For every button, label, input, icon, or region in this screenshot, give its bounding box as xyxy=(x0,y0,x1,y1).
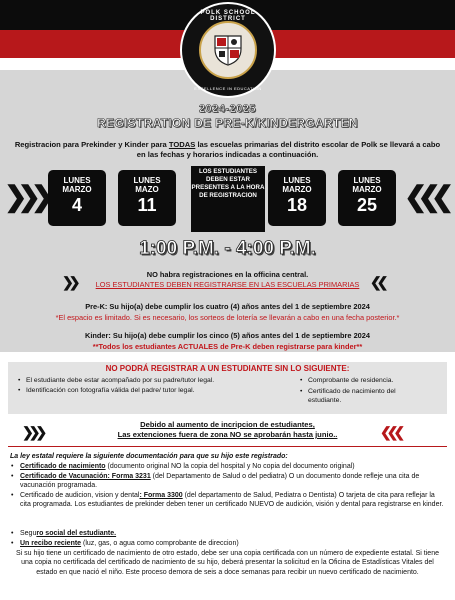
date-card xyxy=(268,170,326,226)
date-card xyxy=(338,170,396,226)
presence-notice: LOS ESTUDIANTES DEBEN ESTAR PRESENTES A LA HORA DE REGISTRACION xyxy=(191,166,265,232)
date-month: MARZO xyxy=(62,185,92,194)
extension-line-2: Las extenciones fuera de zona NO se aprobarán hasta junio.. xyxy=(117,430,338,439)
no-central-office: NO habra registraciones en la officina central. xyxy=(146,270,309,279)
law-title: La ley estatal requiere la siguiente documentación para que su hijo este registrado: xyxy=(10,453,288,460)
requirements-title: NO PODRÁ REGISTRAR A UN ESTUDIANTE SIN LO SIGUIENTE: xyxy=(105,364,350,373)
chevrons-right-icon: ❯❯❯ xyxy=(4,181,45,212)
document-item xyxy=(20,472,445,491)
registration-dates xyxy=(0,166,455,230)
date-card xyxy=(118,170,176,226)
requirement-item: • El estudiante debe estar acompañado por su padre/tutor legal. xyxy=(26,377,276,386)
document-name: Un recibo reciente xyxy=(20,540,82,547)
date-day: 18 xyxy=(286,195,308,215)
chevrons-left-icon: ❮❮❮ xyxy=(404,181,445,212)
document-detail: (luz, gas, o agua como comprobante de direccion) xyxy=(81,540,239,547)
date-month: MAZO xyxy=(135,185,159,194)
document-name: ro social del estudiante. xyxy=(36,530,117,537)
date-month: MARZO xyxy=(282,185,312,194)
page-title: REGISTRATION DE PRE-K/KINDERGARTEN xyxy=(97,116,358,130)
document-detail: (del departamento de Salud, Pediatra o Dentista) O tarjeta de cita para reflejar la cita programada. Los estudiantes de prekinder deben tener un certificado NUEVO de audición, visión y dental para registrarse en kinder. xyxy=(20,492,444,509)
document-item xyxy=(20,491,445,510)
date-day: 25 xyxy=(356,195,378,215)
must-register-note: LOS ESTUDIANTES DEBEN REGISTRARSE EN LAS ESCUELAS PRIMARIAS xyxy=(95,280,360,289)
divider xyxy=(8,446,447,447)
date-day: 11 xyxy=(137,195,157,215)
birth-certificate-note: Si su hijo tiene un certificado de nacimiento de otro estado, debe ser una copia certificada con un número de expediente estatal. Si tiene una copia no certificada del certificado de nacimiento de su hijo, deberá presentar la solicitud en la Oficina de Estadísticas Vitales del estado en que nació el niño. Este proceso demora de seis a doce semanas para recibir un nuevo certificado de nacimiento. xyxy=(16,550,439,576)
date-day: 4 xyxy=(71,195,82,215)
document-name-prefix: Segu xyxy=(20,530,37,537)
date-weekday: LUNES xyxy=(283,176,311,185)
document-item xyxy=(20,529,445,538)
district-seal-logo xyxy=(180,2,276,98)
chevrons-right-icon: ❯❯ xyxy=(62,274,76,290)
seal-text: POLK SCHOOL DISTRICT xyxy=(200,10,256,22)
chevrons-right-icon: ❯❯❯ xyxy=(22,424,43,440)
requirement-item: • Comprobante de residencia. xyxy=(308,377,438,386)
date-weekday: LUNES xyxy=(63,176,91,185)
date-weekday: LUNES xyxy=(133,176,161,185)
intro-part2: las escuelas primarias del distrito escolar de Polk se llevará a cabo en las fechas y horarios indicadas a continuación. xyxy=(136,140,441,159)
kinder-age-rule: Kinder: Su hijo(a) debe cumplir los cinco (5) años antes del 1 de septiembre 2024 xyxy=(84,331,371,340)
document-name: Certificado de nacimiento xyxy=(20,463,106,470)
document-detail: (documento original NO la copia del hospital y No copia del documento original) xyxy=(105,463,355,470)
document-detail: (del Departamento de Salud o del pediatra) O un documento donde refleje una cita de vacunación programada. xyxy=(20,473,420,490)
document-form: : Forma 3300 xyxy=(139,492,183,499)
intro-todas: TODAS xyxy=(168,140,196,149)
prek-lottery-note: *El espacio es limitado. Si es necesario, los sorteos de lotería se llevarán a cabo en una fecha posterior.* xyxy=(55,313,400,322)
extension-line-1: Debido al aumento de incripcion de estudiantes, xyxy=(140,420,315,429)
chevrons-left-icon: ❮❮ xyxy=(370,274,384,290)
document-item xyxy=(20,539,445,548)
date-card xyxy=(48,170,106,226)
requirement-item: • Certificado de nacimiento del estudiante. xyxy=(308,388,428,405)
document-name: Certificado de audicion, vision y dental xyxy=(20,492,140,499)
date-weekday: LUNES xyxy=(353,176,381,185)
registration-time: 1:00 P.M. - 4:00 P.M. xyxy=(139,238,316,259)
document-name: Certificado de Vacunación: Forma 3231 xyxy=(20,473,151,480)
date-month: MARZO xyxy=(352,185,382,194)
seal-motto: EXCELLENCE IN EDUCATION xyxy=(194,86,262,91)
intro-text xyxy=(10,140,445,160)
document-item xyxy=(20,462,445,471)
kinder-current-prek-note: **Todos los estudiantes ACTUALES de Pre-K deben registrarse para kinder** xyxy=(92,342,363,351)
requirements-box xyxy=(8,362,447,414)
prek-age-rule: Pre-K: Su hijo(a) debe cumplir los cuatro (4) años antes del 1 de septiembre 2024 xyxy=(85,302,370,311)
school-year: 2024-2025 xyxy=(198,103,257,115)
requirement-item: • Identificación con fotografía válida del padre/ tutor legal. xyxy=(26,387,286,396)
shield-icon xyxy=(199,21,257,79)
intro-part1: Registracion para Prekinder y Kinder para xyxy=(14,140,169,149)
chevrons-left-icon: ❮❮❮ xyxy=(380,424,401,440)
